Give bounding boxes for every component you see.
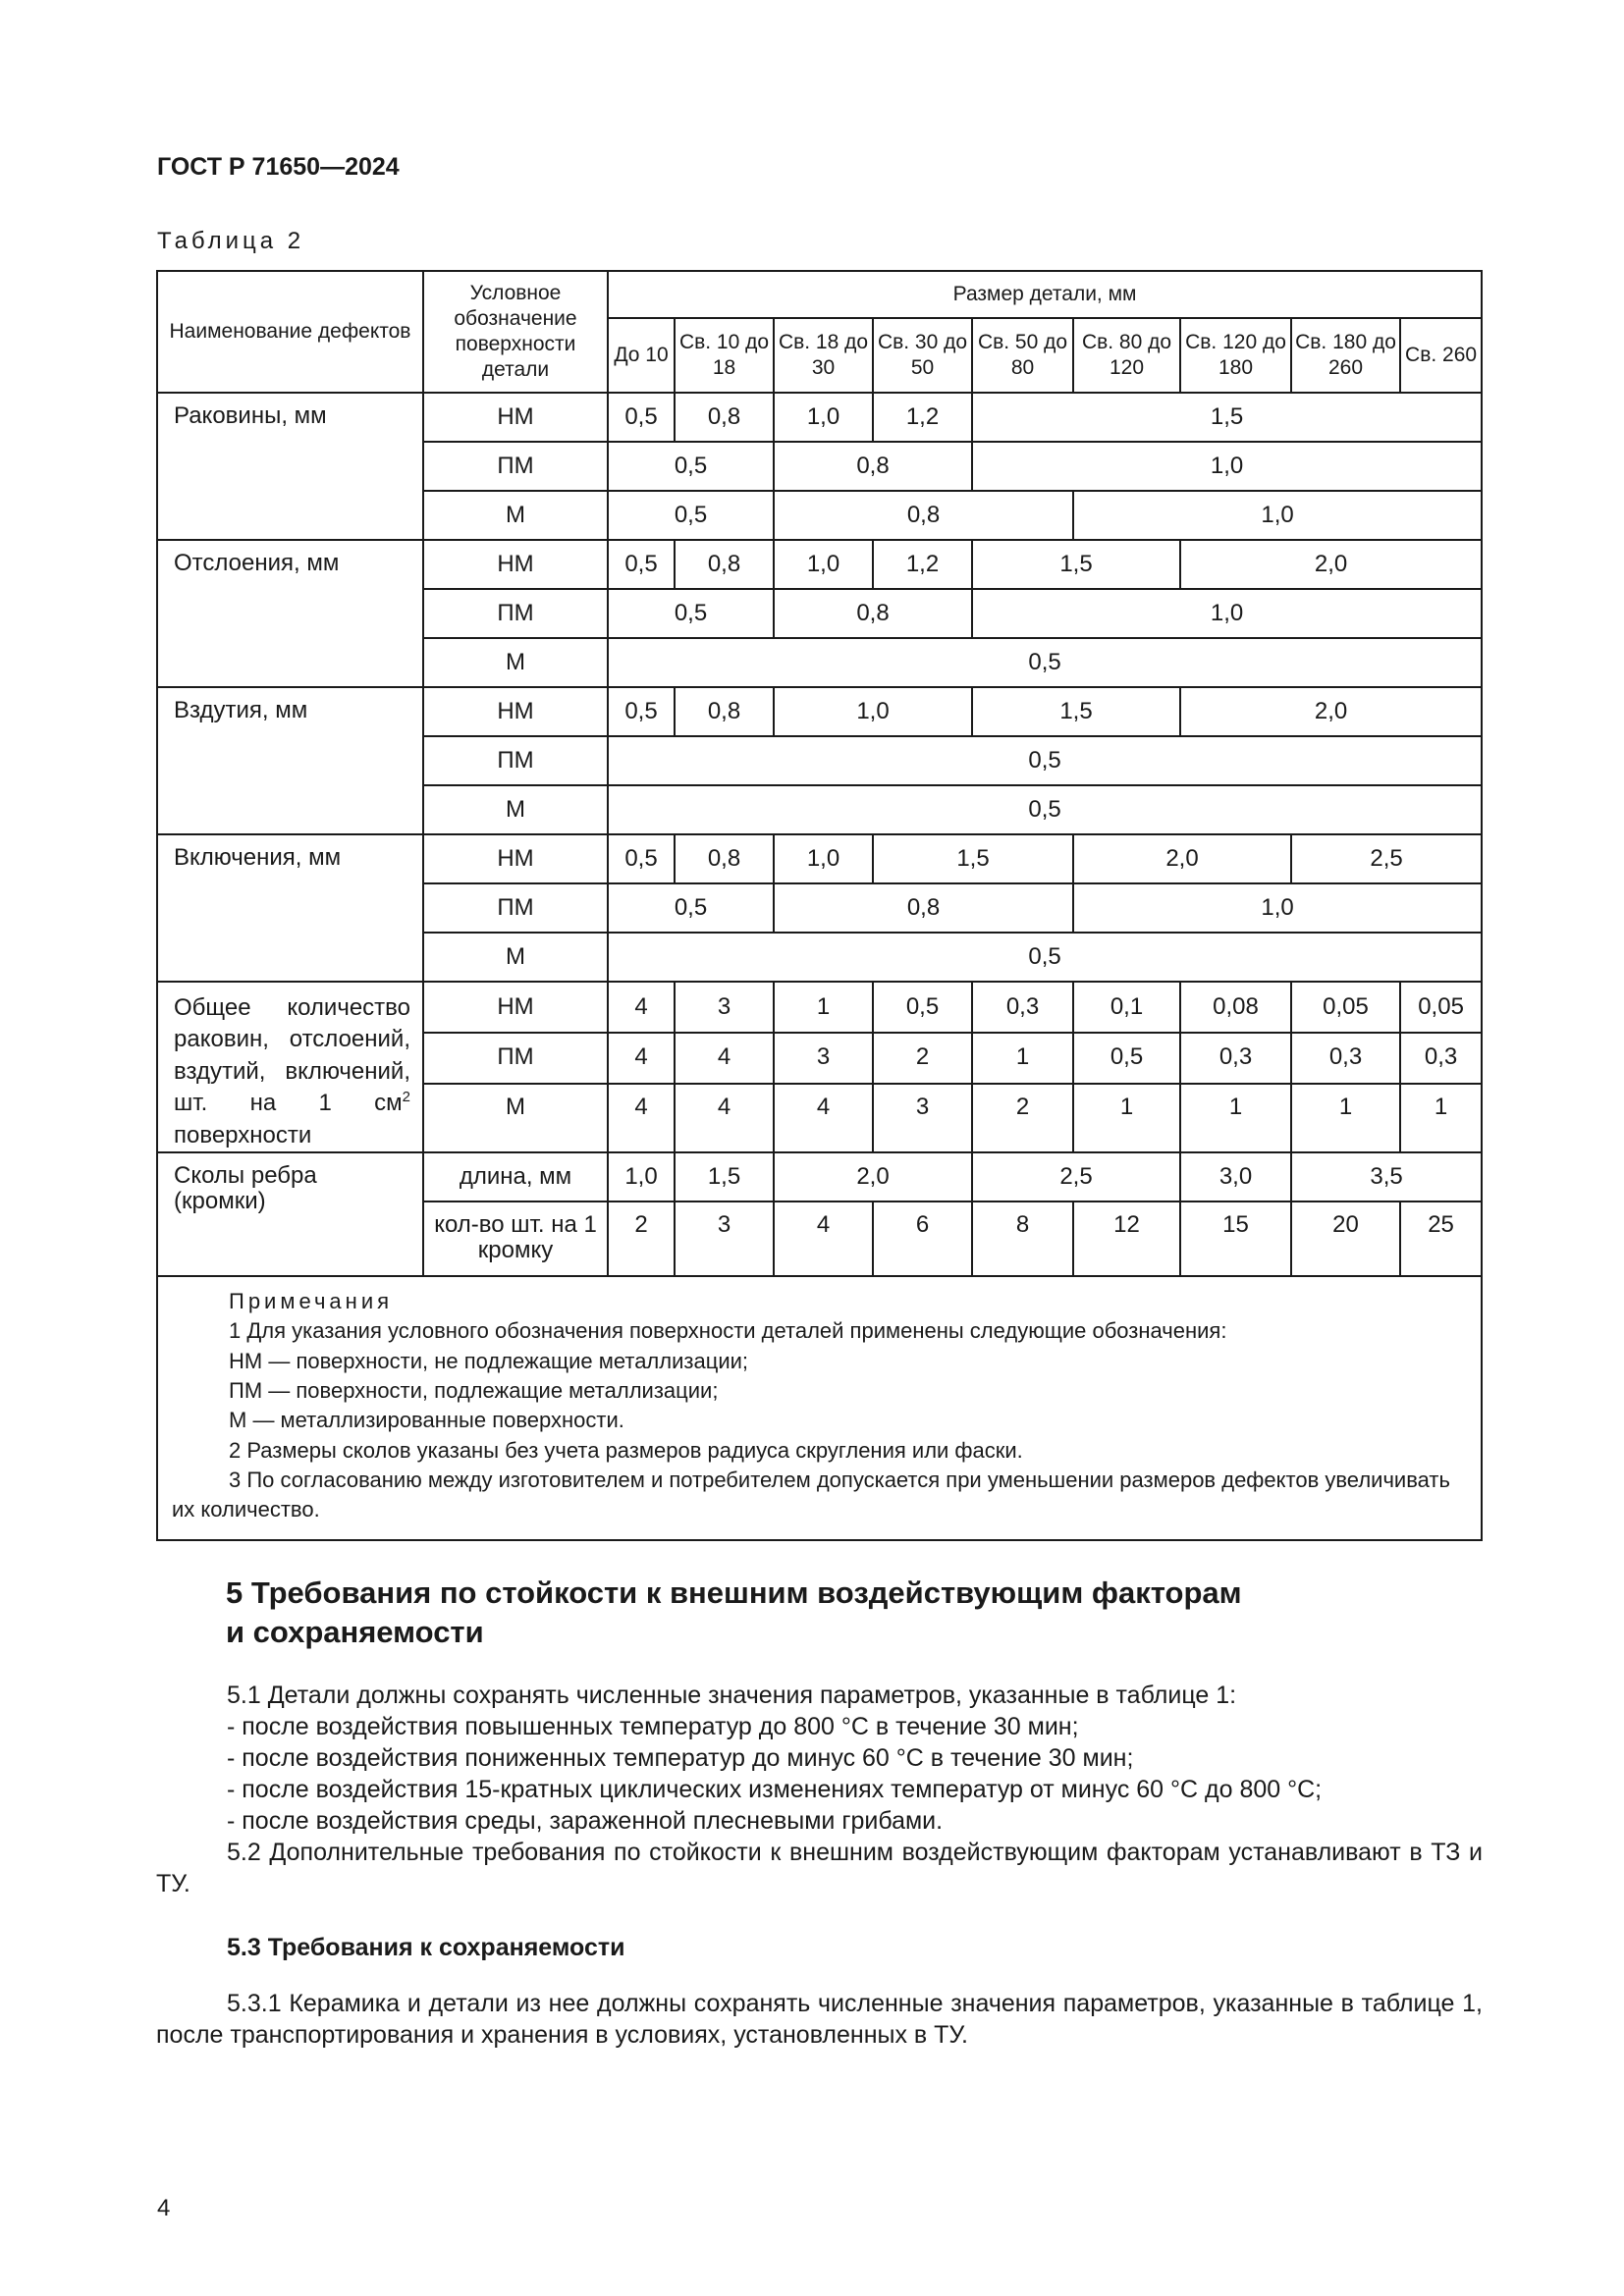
table-row: [157, 982, 1482, 1033]
surface-code: М: [423, 491, 608, 540]
surface-code: ПМ: [423, 442, 608, 491]
table-cell: 0,5: [608, 540, 675, 589]
surface-code: М: [423, 785, 608, 834]
table-cell: 1,5: [972, 687, 1180, 736]
subsection-5-3-title: 5.3 Требования к сохраняемости: [227, 1934, 625, 1961]
defects-table: [156, 270, 1483, 1541]
section-5-body: [156, 1680, 1483, 1899]
section-5-title: [226, 1574, 1355, 1653]
size-header: Св. 80 до 120: [1073, 318, 1180, 393]
table-cell: 0,3: [1180, 1033, 1291, 1084]
surface-code: М: [423, 933, 608, 982]
surface-code: ПМ: [423, 589, 608, 638]
table-cell: 3: [873, 1084, 972, 1152]
table-cell: 2: [608, 1201, 675, 1276]
table-caption: Таблица 2: [157, 228, 305, 254]
table-row: [157, 1152, 1482, 1201]
table-cell: 4: [608, 1084, 675, 1152]
note-1-nm: НМ — поверхности, не подлежащие металлизации;: [229, 1348, 749, 1373]
surface-code: НМ: [423, 687, 608, 736]
section-5-title-line1: 5 Требования по стойкости к внешним воздействующим факторам: [226, 1575, 1242, 1610]
table-cell: 2,0: [774, 1152, 972, 1201]
note-3: 3 По согласованию между изготовителем и потребителем допускается при уменьшении размеров дефектов увеличивать их количество.: [172, 1468, 1450, 1522]
table-cell: 0,5: [608, 883, 774, 933]
table-cell: 1: [972, 1033, 1073, 1084]
table-cell: 0,8: [675, 687, 774, 736]
table-cell: 1,2: [873, 540, 972, 589]
table-cell: 0,5: [873, 982, 972, 1033]
table-row: [157, 687, 1482, 736]
table-cell: 0,5: [608, 933, 1482, 982]
table-cell: 0,8: [675, 540, 774, 589]
table-cell: 1,5: [972, 540, 1180, 589]
table-cell: 4: [675, 1084, 774, 1152]
table-cell: 0,5: [608, 834, 675, 883]
table-cell: 12: [1073, 1201, 1180, 1276]
header-row: [157, 271, 1482, 318]
table-cell: 0,05: [1291, 982, 1400, 1033]
table-notes: [157, 1276, 1482, 1540]
bullet-item: - после воздействия среды, зараженной плесневыми грибами.: [227, 1807, 944, 1835]
surface-code: М: [423, 1084, 608, 1152]
table-cell: 3: [675, 1201, 774, 1276]
table-cell: 0,5: [608, 442, 774, 491]
size-header: Св. 10 до 18: [675, 318, 774, 393]
table-cell: 3,5: [1291, 1152, 1482, 1201]
table-cell: 20: [1291, 1201, 1400, 1276]
table-cell: 1: [1400, 1084, 1482, 1152]
table-cell: 0,3: [972, 982, 1073, 1033]
table-cell: 0,8: [675, 834, 774, 883]
table-cell: 4: [774, 1084, 873, 1152]
table-cell: 1,5: [972, 393, 1482, 442]
table-cell: 1,0: [774, 834, 873, 883]
table-cell: 1: [774, 982, 873, 1033]
table-cell: 0,5: [1073, 1033, 1180, 1084]
surface-code: М: [423, 638, 608, 687]
table-cell: 0,5: [608, 589, 774, 638]
table-cell: 3,0: [1180, 1152, 1291, 1201]
table-cell: 1,5: [873, 834, 1073, 883]
surface-code: ПМ: [423, 736, 608, 785]
table-cell: 2,5: [1291, 834, 1482, 883]
notes-row: [157, 1276, 1482, 1540]
size-header: Св. 50 до 80: [972, 318, 1073, 393]
size-header: Св. 260: [1400, 318, 1482, 393]
table-cell: 0,8: [774, 491, 1073, 540]
table-cell: 0,5: [608, 393, 675, 442]
table-cell: 2,5: [972, 1152, 1180, 1201]
table-cell: 4: [675, 1033, 774, 1084]
table-cell: 0,3: [1400, 1033, 1482, 1084]
table-cell: 4: [774, 1201, 873, 1276]
defect-name: Включения, мм: [157, 834, 423, 982]
chip-count-label: кол-во шт. на 1 кромку: [423, 1201, 608, 1276]
table-cell: 8: [972, 1201, 1073, 1276]
table-cell: 1,0: [1073, 883, 1482, 933]
table-cell: 1,0: [774, 393, 873, 442]
table-cell: 3: [774, 1033, 873, 1084]
paragraph-5-2: 5.2 Дополнительные требования по стойкости к внешним воздействующим факторам устанавливают в ТЗ и ТУ.: [156, 1839, 1483, 1897]
table-cell: 1,0: [774, 687, 972, 736]
defect-name: [157, 982, 423, 1152]
note-1-pm: ПМ — поверхности, подлежащие металлизации;: [229, 1378, 719, 1404]
defect-name: Отслоения, мм: [157, 540, 423, 687]
header-surface-code: Условное обозначение поверхности детали: [423, 271, 608, 393]
size-header: Св. 120 до 180: [1180, 318, 1291, 393]
table-cell: 2,0: [1073, 834, 1291, 883]
table-cell: 0,5: [608, 785, 1482, 834]
table-cell: 6: [873, 1201, 972, 1276]
note-1-m: М — металлизированные поверхности.: [229, 1408, 624, 1433]
table-cell: 1,2: [873, 393, 972, 442]
section-5-title-line2: и сохраняемости: [226, 1615, 484, 1650]
table-cell: 1,5: [675, 1152, 774, 1201]
defect-name: Сколы ребра (кромки): [157, 1152, 423, 1276]
page-number: 4: [157, 2195, 171, 2221]
paragraph-5-1: 5.1 Детали должны сохранять численные значения параметров, указанные в таблице 1:: [227, 1682, 1237, 1709]
defect-name: Раковины, мм: [157, 393, 423, 540]
table-cell: 25: [1400, 1201, 1482, 1276]
notes-title: Примечания: [229, 1288, 394, 1313]
table-cell: 0,5: [608, 736, 1482, 785]
section-5-3-body: [156, 1988, 1483, 2051]
note-1: 1 Для указания условного обозначения поверхности деталей применены следующие обозначения:: [229, 1318, 1227, 1344]
bullet-item: - после воздействия повышенных температур до 800 °С в течение 30 мин;: [227, 1713, 1079, 1740]
table-cell: 1,0: [972, 442, 1482, 491]
table-cell: 0,3: [1291, 1033, 1400, 1084]
table-cell: 2,0: [1180, 687, 1482, 736]
document-header: ГОСТ Р 71650—2024: [157, 153, 400, 181]
table-cell: 1,0: [972, 589, 1482, 638]
table-cell: 1,0: [608, 1152, 675, 1201]
table-row: [157, 834, 1482, 883]
surface-code: НМ: [423, 982, 608, 1033]
table-cell: 1: [1291, 1084, 1400, 1152]
table-cell: 0,08: [1180, 982, 1291, 1033]
table-row: [157, 540, 1482, 589]
table-cell: 0,05: [1400, 982, 1482, 1033]
table-cell: 2: [972, 1084, 1073, 1152]
table-cell: 0,8: [675, 393, 774, 442]
surface-code: НМ: [423, 834, 608, 883]
header-size-group: Размер детали, мм: [608, 271, 1482, 318]
table-cell: 0,8: [774, 883, 1073, 933]
table-cell: 15: [1180, 1201, 1291, 1276]
table-cell: 0,5: [608, 491, 774, 540]
table-cell: 1,0: [1073, 491, 1482, 540]
table-cell: 0,5: [608, 687, 675, 736]
paragraph-5-3-1: 5.3.1 Керамика и детали из нее должны сохранять численные значения параметров, указанные в таблице 1, после транспортирования и хранения в условиях, установленных в ТУ.: [156, 1990, 1483, 2049]
table-cell: 0,8: [774, 589, 972, 638]
table-cell: 4: [608, 1033, 675, 1084]
table-cell: 0,8: [774, 442, 972, 491]
note-2: 2 Размеры сколов указаны без учета размеров радиуса скругления или фаски.: [229, 1437, 1023, 1463]
table-cell: 1,0: [774, 540, 873, 589]
bullet-item: - после воздействия пониженных температур до минус 60 °С в течение 30 мин;: [227, 1744, 1134, 1772]
bullet-item: - после воздействия 15-кратных циклических изменениях температур от минус 60 °С до 800 °С;: [227, 1776, 1323, 1803]
table-row: [157, 393, 1482, 442]
surface-code: НМ: [423, 540, 608, 589]
table-cell: 0,5: [608, 638, 1482, 687]
table-cell: 1: [1180, 1084, 1291, 1152]
size-header: Св. 18 до 30: [774, 318, 873, 393]
table-cell: 3: [675, 982, 774, 1033]
total-label-tail: поверхности: [174, 1121, 312, 1148]
surface-code: НМ: [423, 393, 608, 442]
table-cell: 2,0: [1180, 540, 1482, 589]
header-defect-name: Наименование дефектов: [157, 271, 423, 393]
table-cell: 4: [608, 982, 675, 1033]
table-cell: 2: [873, 1033, 972, 1084]
total-label: Общее количество раковин, отслоений, вздутий, включений, шт. на 1 см: [174, 994, 410, 1117]
table-cell: 1: [1073, 1084, 1180, 1152]
surface-code: ПМ: [423, 1033, 608, 1084]
surface-code: ПМ: [423, 883, 608, 933]
defect-name: Вздутия, мм: [157, 687, 423, 834]
chip-length-label: длина, мм: [423, 1152, 608, 1201]
table-cell: 0,1: [1073, 982, 1180, 1033]
size-header: До 10: [608, 318, 675, 393]
size-header: Св. 30 до 50: [873, 318, 972, 393]
size-header: Св. 180 до 260: [1291, 318, 1400, 393]
total-label-sup: 2: [402, 1089, 410, 1106]
